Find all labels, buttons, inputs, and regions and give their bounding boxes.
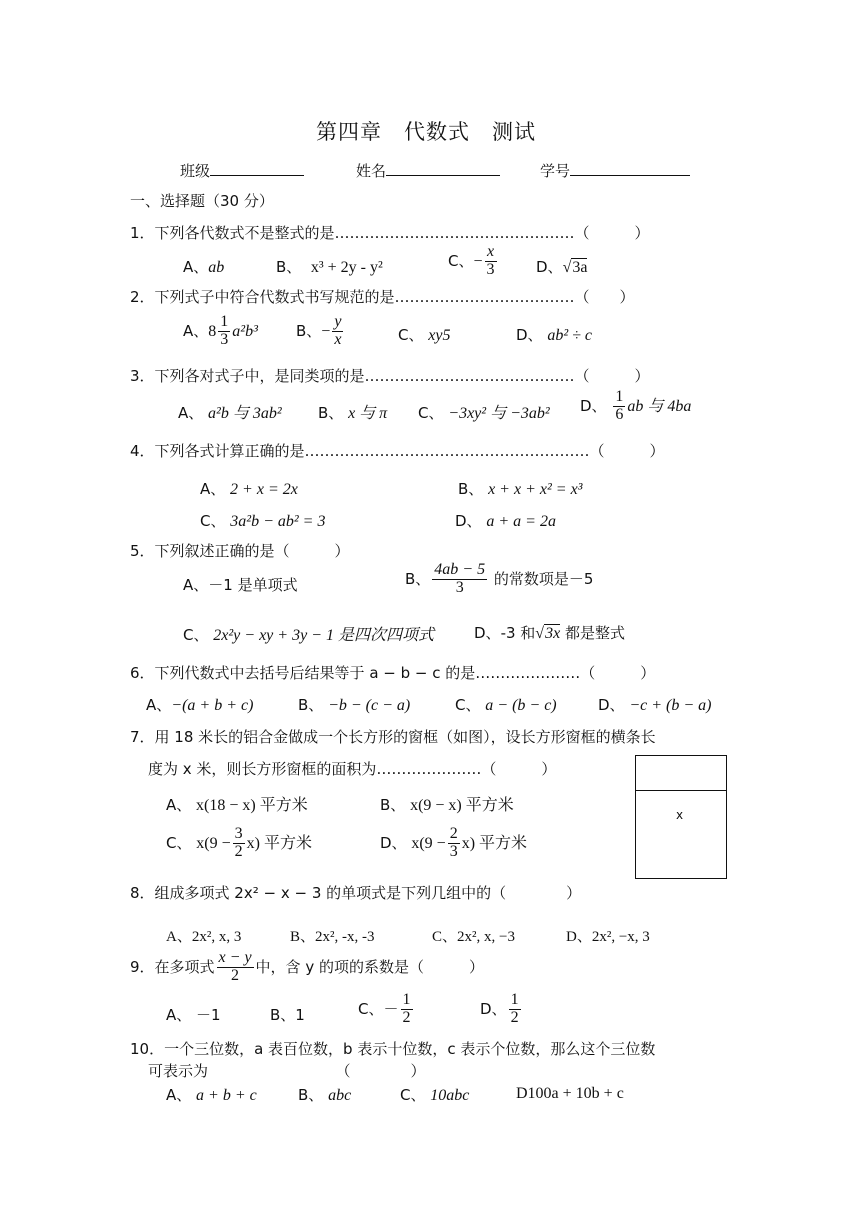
q6-option-a[interactable] [146,694,253,715]
name-label: 姓名 [356,162,387,180]
q8-option-b[interactable]: B、2x², -x, -3 [290,929,375,945]
option-label: D、 [516,326,543,344]
q9-option-c[interactable] [358,992,415,1027]
q7-option-d[interactable] [380,826,527,861]
fraction [485,244,497,279]
option-expr: 2 + x = 2x [230,481,298,498]
option-label: A、 [166,796,192,814]
q10-stem-line1: 10．一个三位数，a 表百位数，b 表示十位数，c 表示个位数，那么这个三位数 [130,1040,656,1058]
option-expr: a − (b − c) [485,697,557,714]
numerator: 4ab − 5 [434,561,486,578]
fraction [401,992,413,1027]
option-label: C、 [448,251,474,270]
denominator: 3 [455,578,464,596]
class-blank[interactable] [210,161,304,176]
numerator: 1 [402,991,411,1008]
q4-option-a[interactable] [200,478,298,499]
q6-option-c[interactable] [455,694,557,715]
numerator: 1 [220,313,229,330]
q1-option-b[interactable] [276,256,383,277]
option-label: B、 [380,796,406,814]
q3-option-a[interactable] [178,400,282,423]
fraction [448,826,460,861]
option-expr: a²b 与 3ab² [208,405,282,422]
stem-text: 9．在多项式 [130,957,215,976]
option-label: C、 [358,999,384,1018]
q7-option-c[interactable] [166,826,312,861]
denominator: 2 [234,842,243,860]
window-frame-figure [635,755,727,879]
denominator: 3 [449,842,458,860]
q1-option-a[interactable] [183,256,224,277]
q5-option-a[interactable] [183,574,298,595]
fraction [613,389,625,424]
option-label: A、 [146,696,172,714]
numerator: 1 [510,991,519,1008]
fraction [217,950,254,985]
denominator: 2 [510,1008,519,1026]
class-label: 班级 [180,162,211,180]
q4-option-c[interactable] [200,510,325,531]
numerator: x [485,244,497,262]
name-field [356,160,500,181]
sqrt-icon: √ [535,625,545,642]
option-expr: ab 与 4ba [627,397,692,415]
option-expr: x(18 − x) 平方米 [196,797,308,814]
option-expr: xy5 [428,327,451,344]
option-label: A、 [183,321,209,340]
option-label: B、 [298,696,324,714]
figure-label: x [676,808,684,822]
option-expr: 都是整式 [560,624,625,642]
q1-stem: 1．下列各代数式不是整式的是…………………………………………（ ） [130,224,650,242]
numerator: 2 [449,825,458,842]
option-label: D、 [455,512,482,530]
option-expr: D100a + 10b + c [516,1085,624,1102]
numerator: x − y [218,949,252,966]
fraction [332,314,343,349]
q6-option-b[interactable] [298,694,410,715]
q6-stem: 6．下列代数式中去括号后结果等于 a − b − c 的是…………………（ ） [130,664,656,682]
option-label: A、 [178,404,204,422]
minus-sign: － [383,999,399,1018]
option-label: B、 [270,1006,296,1024]
id-label: 学号 [540,162,571,180]
q8-option-a[interactable]: A、2x², x, 3 [166,929,242,945]
option-expr: abc [328,1087,352,1104]
option-label: D、 [474,624,501,642]
fraction [432,562,487,597]
q5-option-d[interactable] [474,622,625,643]
class-field [180,160,304,181]
q3-option-c[interactable] [418,400,550,423]
q9-option-a[interactable] [166,1004,221,1025]
radicand: 3x [545,625,561,642]
option-expr: －1 是单项式 [208,576,298,594]
q8-option-d[interactable]: D、2x², −x, 3 [566,929,650,945]
fraction [509,992,521,1027]
q2-option-b[interactable] [296,314,345,349]
option-label: B、 [298,1086,324,1104]
option-expr: a + a = 2a [486,513,556,530]
option-label: A、 [166,1006,192,1024]
option-expr: −(a + b + c) [171,697,254,714]
id-blank[interactable] [570,161,690,176]
page-title: 第四章 代数式 测试 [316,120,536,144]
q7-option-a[interactable] [166,792,308,815]
option-expr: x(9 − [411,834,446,852]
fraction [233,826,245,861]
option-label: C、 [418,404,444,422]
section-heading: 一、选择题（30 分） [130,192,274,210]
fraction [218,314,230,349]
q9-stem [130,950,484,985]
option-label: D、 [536,258,563,276]
option-label: C、 [183,626,209,644]
q10-option-a[interactable] [166,1084,257,1105]
q4-option-d[interactable] [455,510,556,531]
option-expr: -3 和 [500,624,536,642]
option-expr: −3xy² 与 −3ab² [448,405,550,422]
q7-stem-line1: 7．用 18 米长的铝合金做成一个长方形的窗框（如图），设长方形窗框的横条长 [130,728,656,746]
option-expr: x 与 π [348,405,388,422]
option-label: C、 [455,696,481,714]
option-label: D、 [480,999,507,1018]
option-expr: x + x + x² = x³ [488,481,583,498]
q5-option-b[interactable] [405,562,593,597]
q2-option-d[interactable] [516,324,592,345]
whole-part: 8 [208,322,217,340]
id-field [540,160,690,181]
option-expr: －1 [196,1006,221,1024]
minus-sign: − [321,322,331,340]
option-label: B、 [458,480,484,498]
option-label: D、 [380,833,407,852]
option-label: C、 [400,1086,426,1104]
minus-sign: − [473,252,483,270]
option-label: A、 [200,480,226,498]
q4-option-b[interactable] [458,478,582,499]
denominator: 2 [402,1008,411,1026]
q1-option-c[interactable] [448,244,499,279]
name-blank[interactable] [386,161,500,176]
q7-stem-line2: 度为 x 米，则长方形窗框的面积为…………………（ ） [148,760,557,778]
q2-option-c[interactable] [398,324,450,345]
sqrt-icon: √ [562,259,572,276]
q8-stem: 8．组成多项式 2x² − x − 3 的单项式是下列几组中的（ ） [130,884,582,902]
option-expr: a + b + c [196,1087,257,1104]
radicand: 3a [572,259,588,276]
option-expr: x³ + 2y - y² [310,259,383,276]
option-label: B、 [318,404,344,422]
option-expr: 的常数项是－5 [489,569,594,588]
denominator: 3 [220,330,229,348]
option-label: B、 [405,569,431,588]
denominator: x [334,330,342,348]
q5-option-c[interactable] [183,622,434,645]
numerator: y [334,313,342,330]
option-label: A、 [183,258,209,276]
q2-stem: 2．下列式子中符合代数式书写规范的是………………………………（ ） [130,288,635,306]
q10-option-d[interactable] [516,1084,624,1103]
option-expr: 10abc [430,1087,470,1104]
denominator: 3 [486,260,495,278]
stem-text: 中，含 y 的项的系数是（ ） [255,957,484,976]
q3-stem: 3．下列各对式子中，是同类项的是……………………………………（ ） [130,367,650,385]
q9-option-d[interactable] [480,992,523,1027]
q3-option-b[interactable] [318,400,387,423]
q1-option-d[interactable] [536,256,587,277]
option-expr: x) 平方米 [461,834,528,852]
option-expr: x(9 − [196,834,231,852]
q10-option-c[interactable] [400,1084,469,1105]
option-label: A、 [166,1086,192,1104]
q4-stem: 4．下列各式计算正确的是…………………………………………………（ ） [130,442,665,460]
option-expr: x) 平方米 [246,834,312,852]
q10-option-b[interactable] [298,1084,351,1105]
q5-stem: 5．下列叙述正确的是（ ） [130,542,350,560]
option-expr: 3a²b − ab² = 3 [230,513,326,530]
option-label: A、 [183,576,209,594]
option-label: C、 [166,833,192,852]
q9-option-b[interactable] [270,1004,305,1025]
option-expr: 2x²y − xy + 3y − 1 是四次四项式 [213,627,434,644]
option-label: B、 [276,258,302,276]
option-expr: ab [208,259,225,276]
q8-option-c[interactable]: C、2x², x, −3 [432,929,515,945]
option-expr: a²b³ [232,322,258,340]
option-label: D、 [580,396,607,415]
denominator: 2 [231,966,240,984]
q6-option-d[interactable] [598,694,712,715]
option-label: C、 [200,512,226,530]
frame-crossbar [636,790,726,791]
denominator: 6 [615,405,624,423]
q3-option-d[interactable] [580,389,691,424]
numerator: 3 [234,825,243,842]
option-expr: 1 [295,1006,305,1024]
q7-option-b[interactable] [380,792,514,815]
option-label: B、 [296,321,322,340]
option-expr: −c + (b − a) [629,697,712,714]
option-expr: ab² ÷ c [547,327,593,344]
numerator: 1 [615,388,624,405]
option-expr: −b − (c − a) [328,697,411,714]
option-label: D、 [598,696,625,714]
q10-stem-line2: 可表示为 （ ） [148,1062,426,1080]
option-expr: x(9 − x) 平方米 [410,797,514,814]
option-label: C、 [398,326,424,344]
q2-option-a[interactable] [183,314,258,349]
